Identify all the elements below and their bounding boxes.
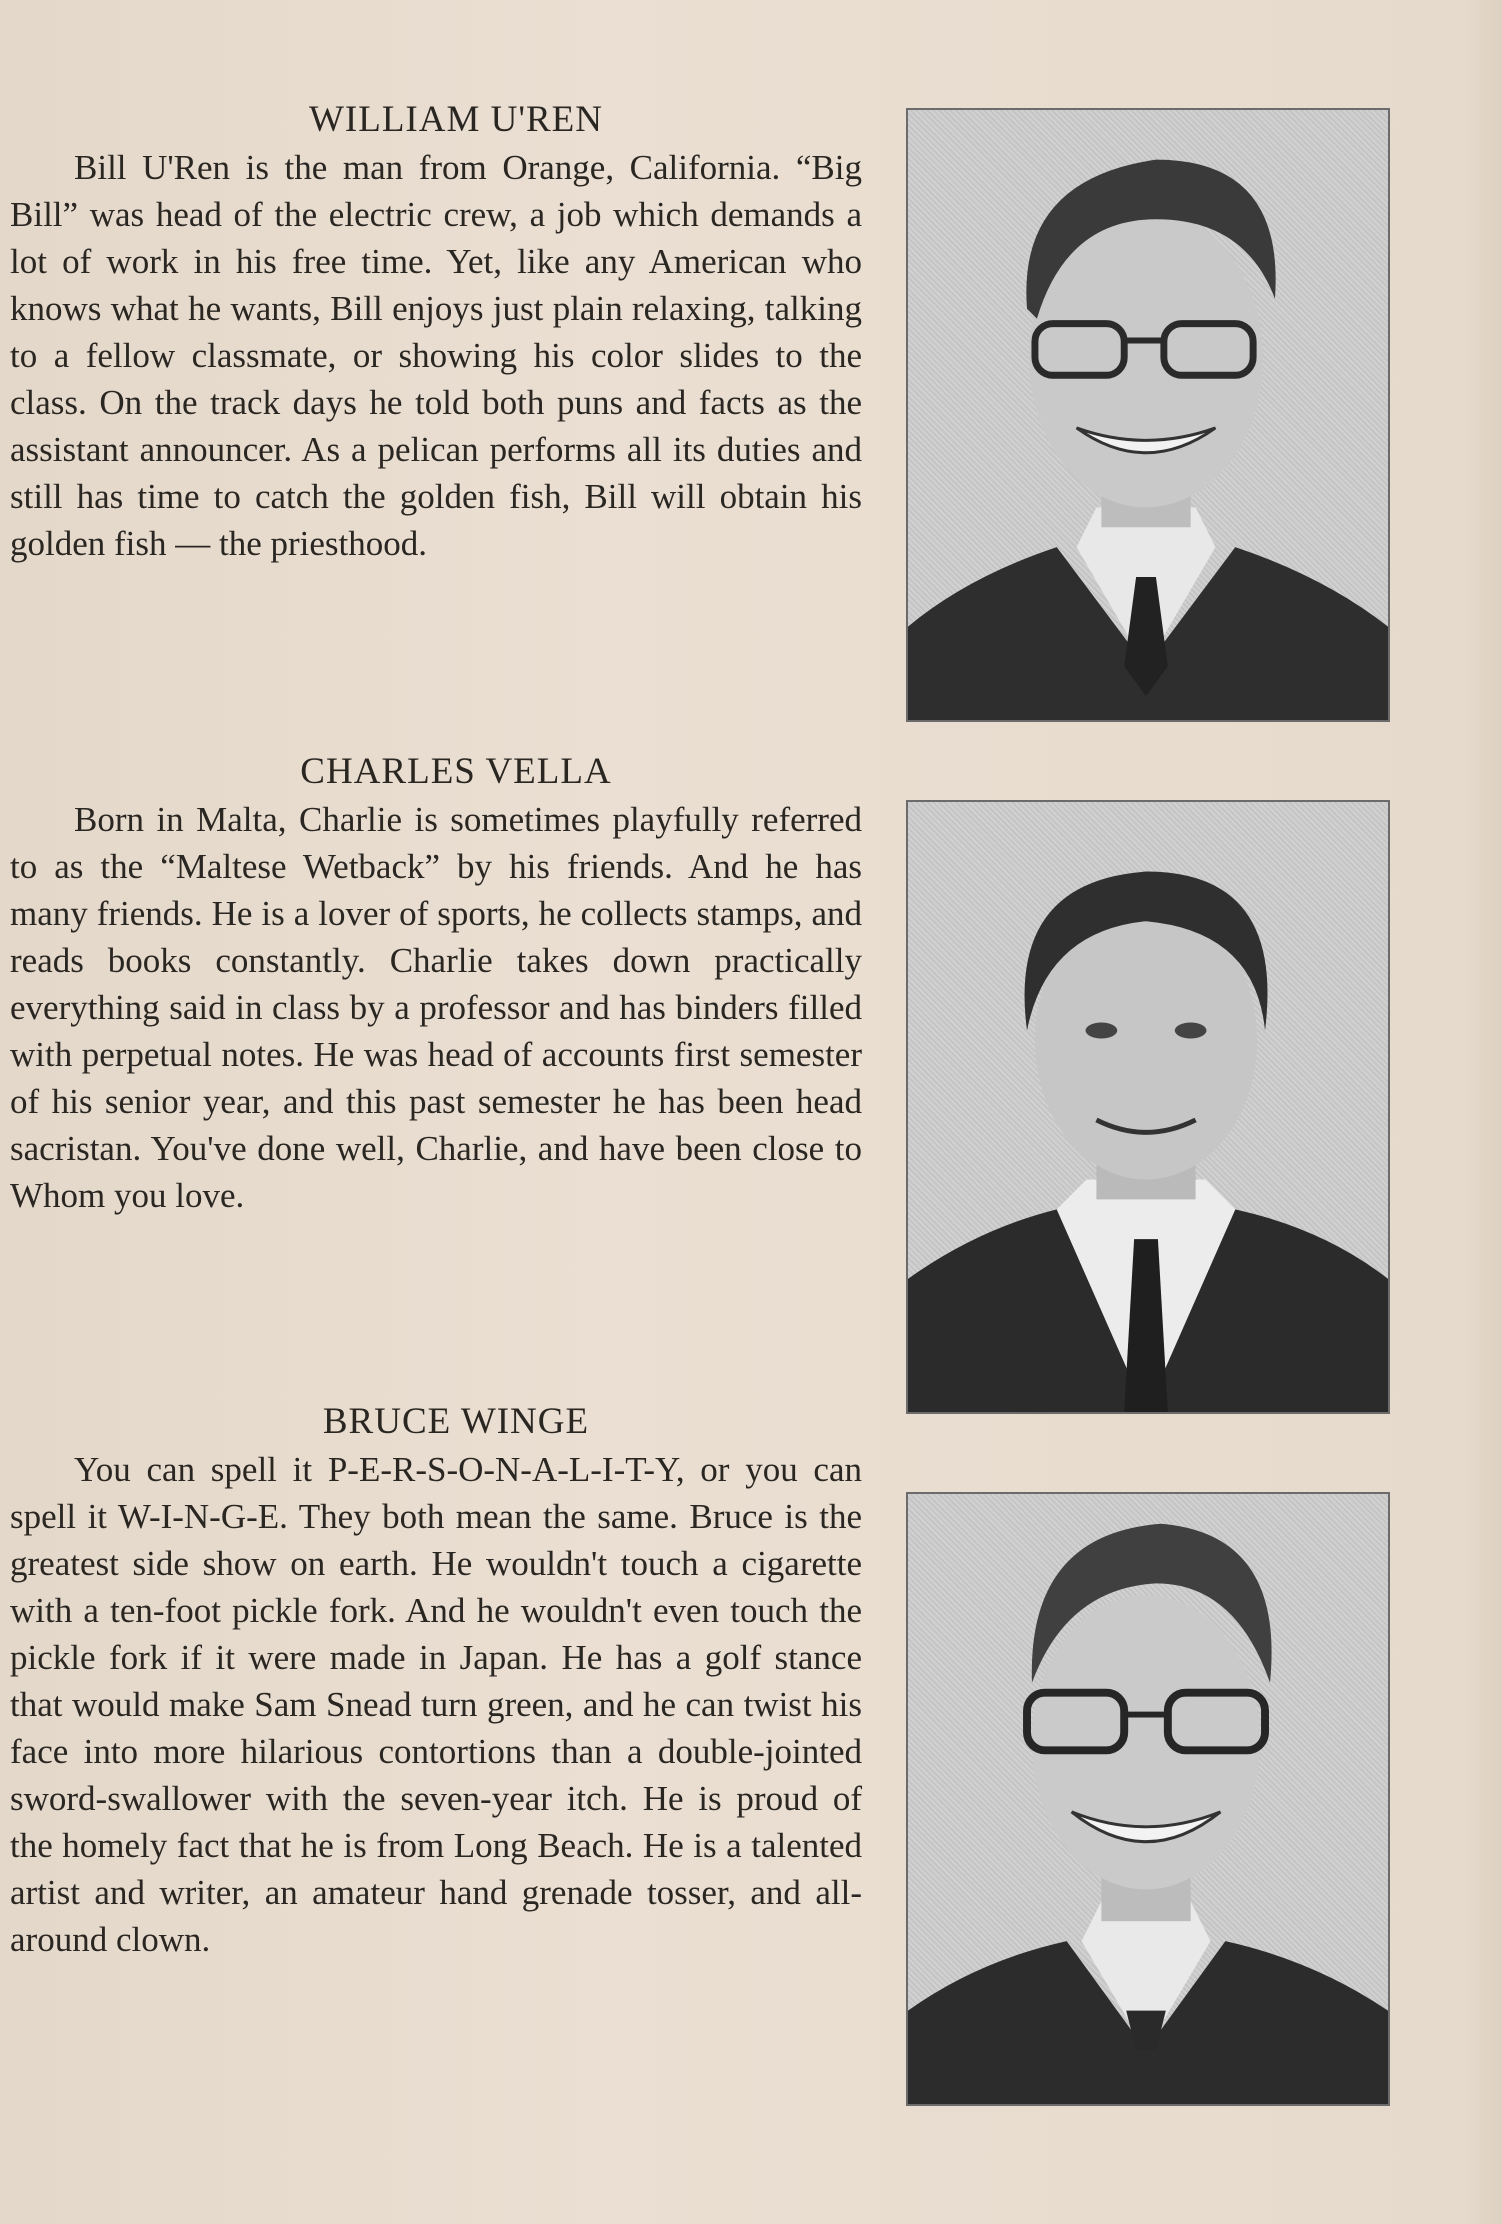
entry-name: CHARLES VELLA bbox=[300, 751, 612, 792]
entry-name: WILLIAM U'REN bbox=[308, 99, 604, 140]
portrait-photo-bruce-winge bbox=[906, 1492, 1390, 2106]
entry-name: BRUCE WINGE bbox=[322, 1401, 590, 1442]
portrait-illustration bbox=[908, 110, 1388, 720]
portrait-photo-william-uren bbox=[906, 108, 1390, 722]
entry-william-uren bbox=[10, 96, 862, 567]
entry-bio: Born in Malta, Charlie is sometimes playfully referred to as the “Maltese Wetback” by his friends. And he has many friends. He is a lover of sports, he collects stamps, and reads books constantly. Charlie takes down practically everything said in class by a professor and has binders filled with perpetual notes. He was head of accounts first semester of his senior year, and this past semester he has been head sacristan. You've done well, Charlie, and have been close to Whom you love. bbox=[10, 800, 862, 1215]
portrait-illustration bbox=[908, 802, 1388, 1412]
portrait-illustration bbox=[908, 1494, 1388, 2104]
portrait-photo-charles-vella bbox=[906, 800, 1390, 1414]
entry-bio: Bill U'Ren is the man from Orange, California. “Big Bill” was head of the electric crew, a job which demands a lot of work in his free time. Yet, like any American who knows what he wants, Bill enjoys just plain relaxing, talking to a fellow classmate, or showing his color slides to the class. On the track days he told both puns and facts as the assistant announcer. As a pelican performs all its duties and still has time to catch the golden fish, Bill will obtain his golden fish — the priesthood. bbox=[10, 148, 862, 563]
entry-charles-vella bbox=[10, 748, 862, 1219]
entry-bio: You can spell it P-E-R-S-O-N-A-L-I-T-Y, or you can spell it W-I-N-G-E. They both mean the same. Bruce is the greatest side show on earth. He wouldn't touch a cigarette with a ten-foot pickle fork. And he wouldn't even touch the pickle fork if it were made in Japan. He has a golf stance that would make Sam Snead turn green, and he can twist his face into more hilarious contortions than a double-jointed sword-swallower with the seven-year itch. He is proud of the homely fact that he is from Long Beach. He is a talented artist and writer, an amateur hand grenade tosser, and all-around clown. bbox=[10, 1450, 862, 1959]
entry-bruce-winge bbox=[10, 1398, 862, 1963]
